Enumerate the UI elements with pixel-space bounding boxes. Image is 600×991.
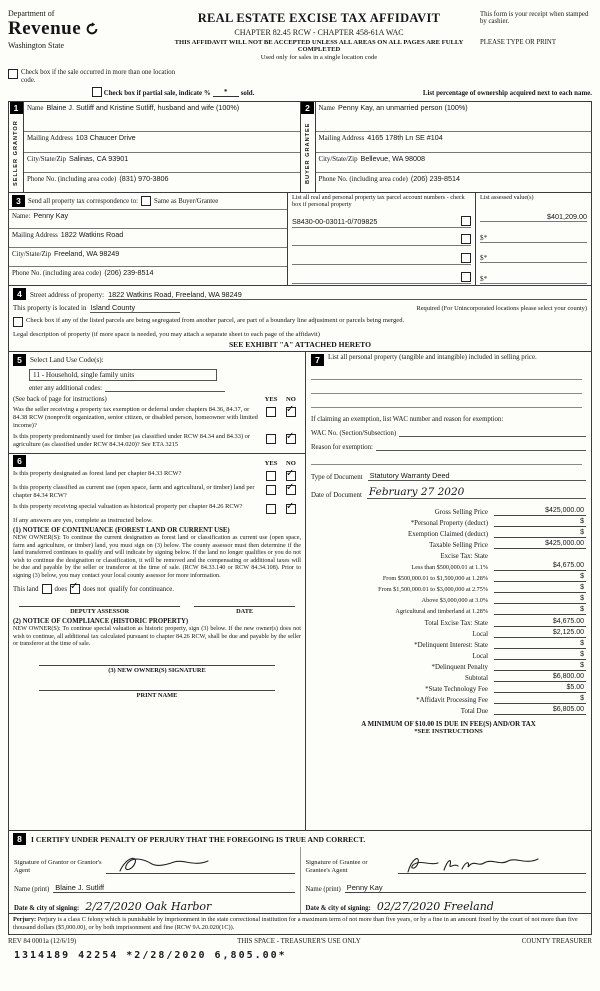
wac-number-label: WAC No. (Section/Subsection) [311,430,397,437]
delinquent-interest-state-label: *Delinquent Interest: State [414,641,488,649]
s5-yes-header: YES [264,396,278,403]
deputy-date-line[interactable]: DATE [194,606,295,615]
s5-no-header: NO [286,396,296,403]
delinquent-penalty-value[interactable]: $ [494,662,586,671]
forest-land-question: Is this property designated as forest land per chapter 84.33 RCW? [13,470,182,477]
does-qualify-checkbox[interactable] [42,584,52,594]
street-address-value[interactable]: 1822 Watkins Road, Freeland, WA 98249 [108,290,587,300]
single-location-note: Used only for sales in a single location code [260,54,378,61]
state-technology-fee-label: *State Technology Fee [425,686,488,694]
s5-q2-yes-checkbox[interactable] [266,434,276,444]
grantor-date-city-label: Date & city of signing: [14,904,80,912]
partial-sale-percent-value[interactable]: * [213,89,239,97]
grantee-name-print-label: Name (print) [305,885,341,893]
parcel-number-value[interactable]: S8430-00-03011-0/709825 [292,216,378,226]
buyer-address-value[interactable]: 4165 178th Ln SE #104 [367,133,443,143]
taxable-selling-price-label: Taxable Selling Price [429,541,488,549]
partial-sale-checkbox[interactable] [92,87,102,97]
logo-revenue: Revenue [8,18,82,39]
see-back-note: (See back of page for instructions) [13,396,107,403]
correspondence-phone-label: Phone No. (including area code) [12,270,102,277]
section-3-badge: 3 [12,195,25,207]
s5-q2-no-checkbox[interactable] [286,434,296,444]
street-address-label: Street address of property: [30,291,105,299]
buyer-citystatezip-value[interactable]: Bellevue, WA 98008 [360,153,426,163]
seller-citystatezip-value[interactable]: Salinas, CA 93901 [69,153,129,163]
delinquent-interest-local-value[interactable]: $ [494,651,586,660]
personal-property-deduct-label: *Personal Property (deduct) [410,519,488,527]
seller-phone-label: Phone No. (including area code) [27,175,117,183]
document-type-label: Type of Document [311,474,363,481]
grantee-date-city-value[interactable]: 02/27/2020 Freeland [376,899,494,913]
buyer-grantee-side-label: BUYER GRANTEE [304,122,311,184]
perjury-notice [9,913,591,934]
parcel-3-personal-checkbox[interactable] [461,253,471,263]
grantor-date-city-value[interactable]: 2/27/2020 Oak Harbor [85,899,212,913]
county-treasurer-label: COUNTY TREASURER [521,937,592,945]
grantee-name-print-value[interactable]: Penny Kay [345,883,586,893]
partial-sale-label-pre: Check box if partial sale, indicate % [103,90,211,98]
legal-description-label: Legal description of property (if more space is needed, you may attach a separate sheet to each page of the affidavit) [13,331,320,338]
excise-tax-state-value [494,551,586,560]
personal-property-input-line-2[interactable] [311,380,582,394]
s6-q1-no-checkbox[interactable] [286,471,296,481]
grantor-signature-field[interactable] [106,849,295,874]
parcel-1-personal-checkbox[interactable] [461,216,471,226]
certify-statement: I CERTIFY UNDER PENALTY OF PERJURY THAT THE FOREGOING IS TRUE AND CORRECT. [31,834,366,844]
section-1-badge: 1 [10,102,23,114]
current-use-question: Is this property classified as current use (open space, farm and agricultural, or timber) land per chapter 84.34 RCW? [13,484,255,499]
assessed-value-1[interactable]: $401,209.00 [480,201,587,222]
perjury-title: Perjury: [13,916,37,923]
certification-section [9,830,591,913]
acceptance-warning: THIS AFFIDAVIT WILL NOT BE ACCEPTED UNLESS ALL AREAS ON ALL PAGES ARE FULLY COMPLETED [174,39,464,53]
s5-q1-no-checkbox[interactable] [286,407,296,417]
excise-tax-table [311,505,586,716]
total-due-value[interactable]: $6,805.00 [494,706,586,715]
this-land-label: This land [13,585,39,593]
section-7-badge: 7 [311,354,324,366]
buyer-section [300,102,592,192]
treasurer-space-note: THIS SPACE - TREASURER'S USE ONLY [237,937,361,945]
seller-phone-value[interactable]: (831) 970-3806 [119,173,169,183]
tier4-rate-label: Above $3,000,000 at 3.0% [421,597,488,605]
notice-continuance-title: (1) NOTICE OF CONTINUANCE (FOREST LAND OR CURRENT USE) [13,527,230,534]
dor-logo [8,5,158,50]
notice-continuance-body: NEW OWNER(S): To continue the current designation as forest land or classification as current use (open space, farm and agriculture, or timber) land, you must sign on (3) below. The county assessor must then determine if the land transferred continues to qualify and will indicate by signing below. If the land no longer qualifies or you do not wish to continue the designation or classification, it will be removed and the compensating or additional taxes will be due and payable by the seller or transferor at the time of sale. (RCW 84.33.140 or RCW 84.34.108). Prior to signing (3) below, you may contact your local county assessor for more information. [13,535,301,579]
s6-q2-no-checkbox[interactable] [286,485,296,495]
s5-q1-yes-checkbox[interactable] [266,407,276,417]
total-excise-local-label: Local [472,630,488,638]
type-or-print-note: PLEASE TYPE OR PRINT [480,39,556,46]
parcel-4-personal-checkbox[interactable] [461,272,471,282]
qualify-continuance-label: qualify for continuance. [108,585,174,593]
same-as-buyer-checkbox[interactable] [141,196,151,206]
land-use-title: Select Land Use Code(s): [30,356,104,364]
does-label: does [54,585,67,593]
timber-agriculture-question: Is this property predominantly used for timber (as classified under RCW 84.34 and 84.33) or agriculture (as classified under RCW 84.34.020)? See ETA 3215 [13,433,250,448]
tier2-rate-label: From $500,000.01 to $1,500,000 at 1.28% [382,575,488,583]
seller-section [9,102,300,192]
minimum-fee-note: A MINIMUM OF $10.00 IS DUE IN FEE(S) AND/OR TAX [361,721,536,729]
tier1-rate-value[interactable]: $4,675.00 [494,562,586,571]
new-owner-signature-line[interactable]: (3) NEW OWNER(S) SIGNATURE [39,665,275,674]
delinquent-interest-local-label: Local [472,652,488,660]
taxable-selling-price-value[interactable]: $425,000.00 [494,540,586,549]
cashier-stamp: 1314189 42254 *2/28/2020 6,805.00* [14,949,287,961]
s6-q2-yes-checkbox[interactable] [266,485,276,495]
tier4-rate-value[interactable]: $ [494,595,586,604]
s6-q3-no-checkbox[interactable] [286,504,296,514]
deputy-assessor-line[interactable]: DEPUTY ASSESSOR [19,606,180,615]
total-excise-local-value[interactable]: $2,125.00 [494,629,586,638]
revenue-swirl-icon [84,21,100,37]
state-technology-fee-value[interactable]: $5.00 [494,684,586,693]
county-value[interactable]: Island County [90,303,180,313]
subtotal-label: Subtotal [465,675,488,682]
land-use-code-value[interactable]: 11 - Household, single family units [29,369,217,381]
see-instructions-note: *SEE INSTRUCTIONS [414,728,483,736]
personal-property-input-line-3[interactable] [311,394,582,408]
assessed-values-header: List assessed value(s) [480,194,534,201]
grantee-signature-image [404,853,544,877]
buyer-address-label: Mailing Address [318,135,365,143]
buyer-name-label: Name [318,105,335,112]
exemption-intro-label: If claiming an exemption, list WAC number and reason for exemption: [311,416,504,423]
excise-tax-state-label: Excise Tax: State [440,552,488,560]
section-4-badge: 4 [13,288,26,300]
buyer-phone-label: Phone No. (including area code) [318,175,408,183]
exemption-claimed-value[interactable]: $ [494,529,586,538]
seller-citystatezip-label: City/State/Zip [27,155,67,163]
seller-name-label: Name [27,105,44,112]
personal-property-deduct-value[interactable]: $ [494,518,586,527]
ownership-percentage-note: List percentage of ownership acquired next to each name. [422,90,592,98]
if-yes-note: If any answers are yes, complete as instructed below. [13,517,153,524]
buyer-name-value[interactable]: Penny Kay, an unmarried person (100%) [337,103,468,112]
multi-location-label: Check box if the sale occurred in more than one location code. [21,69,176,85]
seller-name-value[interactable]: Blaine J. Sutliff and Kristine Sutliff, husband and wife (100%) [46,103,240,112]
grantor-signature-label: Signature of Grantor or Grantor's Agent [14,859,102,874]
logo-department-of: Department of [8,9,55,18]
correspondence-address-value[interactable]: 1822 Watkins Road [60,230,124,239]
section-2-badge: 2 [301,102,314,114]
same-as-buyer-label: Same as Buyer/Grantee [154,197,219,205]
correspondence-citystatezip-label: City/State/Zip [12,251,52,258]
tax-correspondence-section [9,192,591,285]
located-in-label: This property is located in [13,304,87,312]
section-8-badge: 8 [13,833,26,845]
grantor-name-print-value[interactable]: Blaine J. Sutliff [53,883,294,893]
receipt-note: This form is your receipt when stamped by cashier. [480,11,589,25]
does-not-label: does not [82,585,106,593]
delinquent-interest-state-value[interactable]: $ [494,640,586,649]
s6-yes-header: YES [264,460,278,467]
delinquent-penalty-label: *Delinquent Penalty [431,663,488,671]
county-required-note: Required (For Unincorporated locations please select your county) [416,305,587,312]
seller-address-value[interactable]: 103 Chaucer Drive [75,133,136,143]
legal-description-value[interactable]: SEE EXHIBIT "A" ATTACHED HERETO [228,340,372,349]
grantor-signature-image [112,853,232,877]
form-header [8,5,592,69]
total-excise-state-value[interactable]: $4,675.00 [494,618,586,627]
gross-selling-price-value[interactable]: $425,000.00 [494,507,586,516]
notice-compliance-title: (2) NOTICE OF COMPLIANCE (HISTORIC PROPERTY) [13,618,189,625]
exemption-claimed-label: Exemption Claimed (deduct) [408,530,488,538]
perjury-body: Perjury is a class C felony which is punishable by imprisonment in the state correctional institution for a maximum term of not more than five years, or by a fine in an amount fixed by the court of not more than five thousand dollars ($5,000.00), or by both imprisonment and fine (RCW 9A.20.020(1C)). [13,916,578,931]
affidavit-processing-fee-value[interactable]: $ [494,695,586,704]
agricultural-rate-label: Agricultural and timberland at 1.28% [395,608,488,616]
buyer-citystatezip-label: City/State/Zip [318,155,358,163]
affidavit-processing-fee-label: *Affidavit Processing Fee [416,697,488,705]
form-title: REAL ESTATE EXCISE TAX AFFIDAVIT [197,11,441,25]
rev-form-number: REV 84 0001a (12/6/19) [8,937,77,945]
total-due-label: Total Due [460,708,488,716]
s6-no-header: NO [286,460,296,467]
tier3-rate-value[interactable]: $ [494,584,586,593]
print-name-line[interactable]: PRINT NAME [39,690,275,699]
assessed-value-2[interactable]: $* [480,222,587,243]
segregated-parcels-checkbox[interactable] [13,317,23,327]
send-correspondence-label: Send all property tax correspondence to: [28,197,139,205]
gross-selling-price-label: Gross Selling Price [434,508,488,516]
section-6-badge: 6 [13,455,26,467]
land-use-column [9,352,305,830]
tier1-rate-label: Less than $500,000.01 at 1.1% [411,564,488,572]
historic-property-question: Is this property receiving special valuation as historical property per chapter 84.26 RCW? [13,503,243,510]
correspondence-name-label: Name: [12,213,31,220]
document-date-value[interactable]: February 27 2020 [367,487,586,499]
notice-compliance-body: NEW OWNER(S): To continue special valuation as historic property, sign (3) below. If the new owner(s) does not wish to continue, all additional tax calculated pursuant to chapter 84.26 RCW, shall be due and payable by the seller or transferor at the time of sale. [13,626,301,647]
form-footer-row [8,938,592,945]
correspondence-phone-value[interactable]: (206) 239-8514 [104,268,154,277]
correspondence-name-value[interactable]: Penny Kay [33,211,69,220]
form-body [8,101,592,935]
multi-location-checkbox[interactable] [8,69,18,79]
parcel-2-personal-checkbox[interactable] [461,234,471,244]
wac-number-input-line[interactable] [399,428,586,437]
continuance-section [9,453,305,699]
grantor-name-print-label: Name (print) [14,885,50,893]
reason-exemption-input-line-2[interactable] [311,451,582,465]
document-date-label: Date of Document [311,491,362,499]
parcel-numbers-header: List all real and personal property tax parcel account numbers - check box if personal property [292,194,465,209]
subtotal-value[interactable]: $6,800.00 [494,673,586,682]
assessed-value-4[interactable]: $* [480,263,587,284]
correspondence-address-label: Mailing Address [12,232,58,239]
grantee-signature-block [300,847,592,913]
reason-exemption-input-line[interactable] [376,442,586,451]
grantee-signature-field[interactable] [398,849,587,874]
segregated-parcels-label: Check box if any of the listed parcels are being segregated from another parcel, are part of a boundary line adjustment or parcels being merged. [26,317,405,324]
additional-codes-label: enter any additional codes: [29,385,103,392]
s6-q1-yes-checkbox[interactable] [266,471,276,481]
seller-grantor-side-label: SELLER GRANTOR [13,120,19,186]
agricultural-rate-value[interactable]: $ [494,606,586,615]
exemption-deferral-question: Was the seller receiving a property tax exemption or deferral under chapters 84.36, 84.37, or 84.38 RCW (nonprofit organization, senior citizen, or disabled person, homeowner with limited income)? [13,406,258,429]
grantee-signature-label: Signature of Grantee or Grantee's Agent [305,859,368,874]
excise-tax-column [305,352,591,830]
property-location-section [9,285,591,351]
reason-exemption-label: Reason for exemption: [311,444,373,451]
personal-property-label: List all personal property (tangible and intangible) included in selling price. [328,354,537,361]
tier3-rate-label: From $1,500,000.01 to $3,000,000 at 2.75% [378,586,488,594]
grantee-date-city-label: Date & city of signing: [305,904,371,912]
total-excise-state-label: Total Excise Tax: State [424,619,488,627]
grantor-signature-block [9,847,300,913]
personal-property-input-line-1[interactable] [311,366,582,380]
buyer-phone-value[interactable]: (206) 239-8514 [410,173,461,183]
tier2-rate-value[interactable]: $ [494,573,586,582]
top-checks [8,69,592,101]
s6-q3-yes-checkbox[interactable] [266,504,276,514]
additional-codes-input-line[interactable] [105,384,225,392]
seller-address-label: Mailing Address [27,135,73,143]
logo-washington-state: Washington State [8,41,65,50]
does-not-qualify-checkbox[interactable] [70,584,80,594]
assessed-value-3[interactable]: $* [480,243,587,264]
partial-sale-label-post: sold. [240,90,255,98]
section-5-badge: 5 [13,354,26,366]
correspondence-citystatezip-value[interactable]: Freeland, WA 98249 [54,249,120,258]
document-type-value[interactable]: Statutory Warranty Deed [368,471,586,481]
chapter-line: CHAPTER 82.45 RCW - CHAPTER 458-61A WAC [234,28,404,37]
